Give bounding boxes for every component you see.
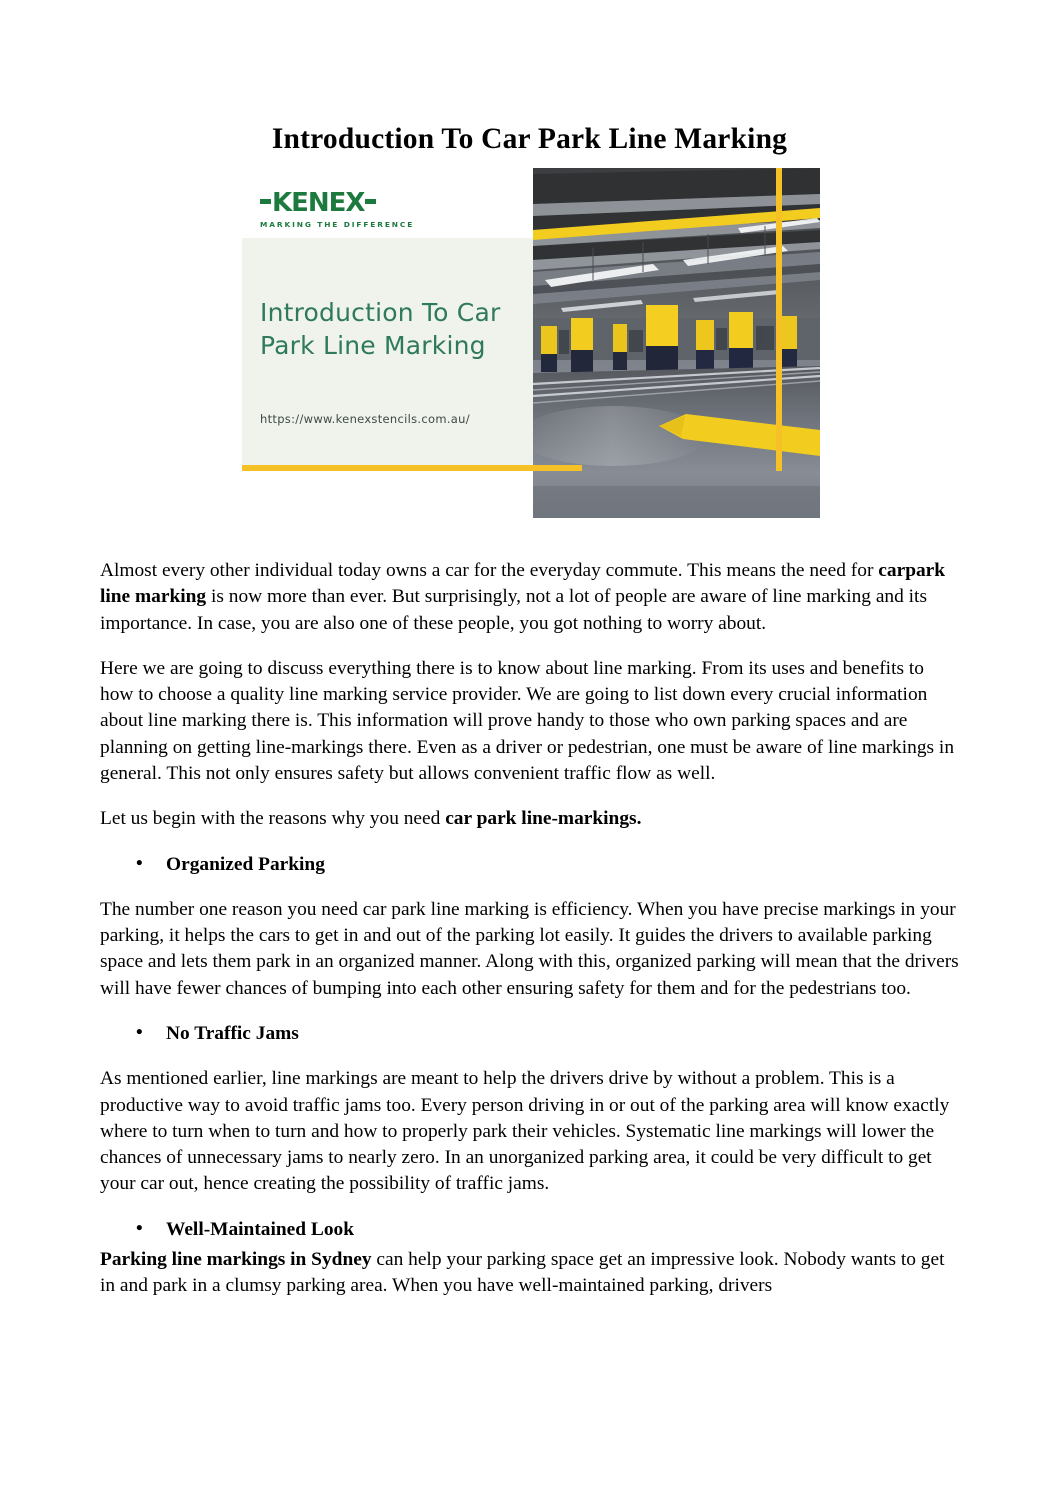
banner-headline-line-2: Park Line Marking — [260, 331, 486, 360]
paragraph-1-text-c: is now more than ever. But surprisingly, not a lot of people are aware of line marking and its importance. In case, you are also one of these people, you got nothing to worry about. — [100, 586, 927, 634]
paragraph-5: As mentioned earlier, line markings are meant to help the drivers drive by without a problem. This is a productive way to avoid traffic jams too. Every person driving in or out of the parking area will know exactly where to turn when to turn and how to properly park their vehicles. Systematic line markings will lower the chances of unnecessary jams to nearly zero. In an unorganized parking area, it could be very difficult to get your car out, hence creating the possibility of traffic jams. — [100, 1068, 950, 1195]
paragraph-1-text-a: Almost every other individual today owns a car for the everyday commute. This means the need for — [100, 560, 879, 581]
kenex-logo — [260, 190, 420, 232]
kenex-logo-tagline: MARKING THE DIFFERENCE — [260, 220, 415, 229]
bullet-list-organized-parking — [100, 852, 962, 878]
paragraph-3-bold-term: car park line-markings. — [445, 808, 642, 830]
bullet-list-no-traffic-jams — [100, 1021, 962, 1047]
paragraph-6-bold-term: Parking line markings in Sydney — [100, 1248, 372, 1270]
banner-headline-line-1: Introduction To Car — [260, 298, 501, 327]
logo-dash-right-icon — [365, 199, 376, 204]
list-item: • Well-Maintained Look — [166, 1217, 962, 1243]
banner-figure — [242, 168, 820, 518]
paragraph-1 — [100, 558, 962, 637]
kenex-logo-wordmark — [260, 190, 420, 216]
paragraph-3-text-a: Let us begin with the reasons why you need — [100, 808, 446, 830]
banner-website-url: https://www.kenexstencils.com.au/ — [260, 412, 470, 426]
paragraph-2: Here we are going to discuss everything there is to know about line marking. From its uses and benefits to how to choose a quality line marking service provider. We are going to list down every crucial information about line marking there is. This information will prove handy to those who own parking spaces and are planning on getting line-markings there. Even as a driver or pedestrian, one must be aware of line markings in general. This not only ensures safety but allows convenient traffic flow as well. — [100, 657, 955, 784]
list-item: • No Traffic Jams — [166, 1021, 962, 1047]
list-item: • Organized Parking — [166, 852, 962, 878]
logo-dash-left-icon — [260, 199, 271, 204]
paragraph-3 — [100, 806, 962, 832]
bullet-list-well-maintained-look — [100, 1217, 962, 1243]
paragraph-4: The number one reason you need car park line marking is efficiency. When you have precise markings in your parking, it helps the cars to get in and out of the parking lot easily. It guides the drivers to available parking space and lets them park in an organized manner. Along with this, organized parking will mean that the drivers will have fewer chances of bumping into each other ensuring safety for them and for the pedestrians too. — [100, 898, 959, 999]
article-body — [100, 558, 962, 1301]
banner-accent-line-horizontal — [242, 465, 582, 471]
page-title: Introduction To Car Park Line Marking — [271, 122, 788, 155]
banner-accent-line-vertical — [776, 168, 782, 471]
kenex-logo-text: KENEX — [272, 188, 365, 218]
paragraph-6 — [100, 1247, 962, 1300]
banner-headline — [260, 296, 520, 362]
paragraph-6-text-b: can help your parking space get an impressive look. Nobody wants to get in and park in a clumsy parking area. When you have well-maintained parking, drivers — [100, 1248, 945, 1297]
paragraph-1-bold-term: carpark line marking — [100, 560, 946, 608]
